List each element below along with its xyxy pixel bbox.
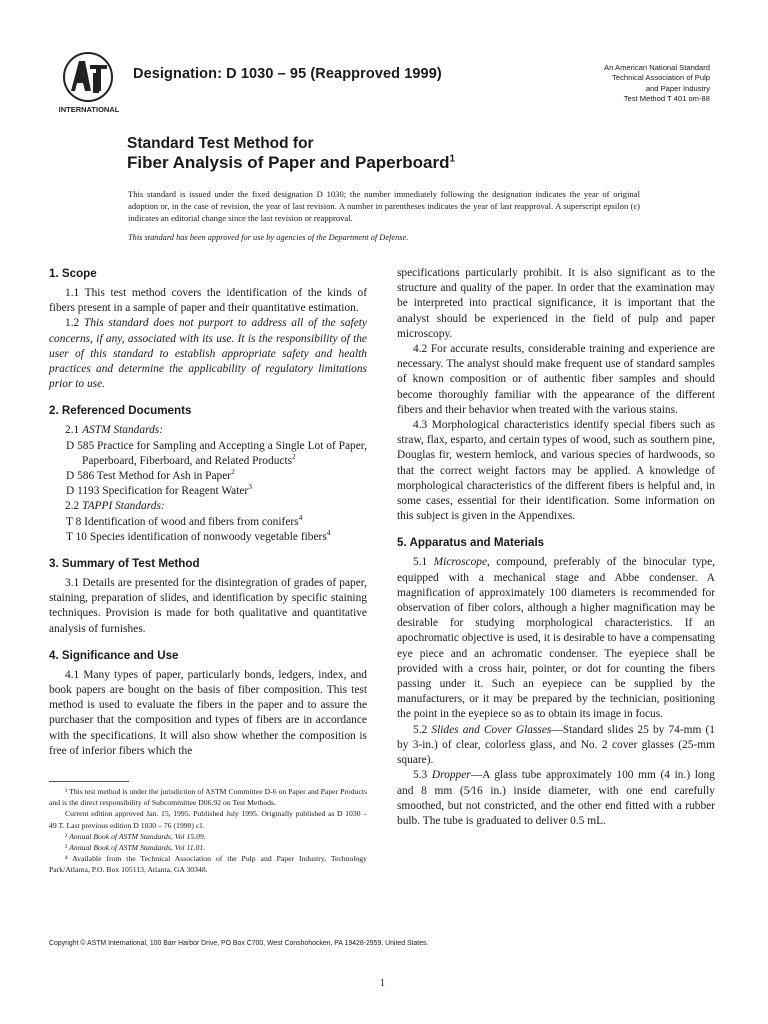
intro-block [128, 188, 640, 224]
section-significance [49, 648, 367, 759]
national-standard-line: and Paper Industry [645, 83, 710, 93]
paragraph-number: 2.2 [65, 500, 80, 513]
paragraph: 3.1 Details are presented for the disintegration of grades of paper, staining, preparation of slides, and identification by specific staining techniques. Provision is made for both qualitative and quantitative analysis of furnishes. [49, 577, 367, 635]
paragraph: 4.1 Many types of paper, particularly bonds, ledgers, index, and book papers are bought on the basis of fiber composition. This test method is used to evaluate the fibers in the paper and to assure the purchaser that the composition and types of fibers are in accordance with the specifications. It will also show whether the composition is free of inferior fibers which the [49, 668, 367, 757]
paragraph-text: , compound, preferably of the binocular type, equipped with a mechanical stage and Abbe condenser. A magnification of approximately 100 diameters is recommended for observation of fiber colors, although a higher magnification may be desirable for studying morphological characteristics. If an apochromatic objective is used, it is desirable to have a compensating eye piece and an achromatic condenser. The eyepiece shall be provided with a cross hair, pointer, or dot for counting the fibers passing under it. Such an eyepiece can be supplied by the manufacturers, or it may be prepared by the technician, positioning the point in the eyepiece so as to obtain its image in focus. [397, 556, 715, 721]
paragraph-text: —Standard slides 25 by 74-mm (1 by 3-in.) of clear, colorless glass, and No. 2 cover glasses (25-mm square). [397, 723, 715, 767]
paragraph: 4.2 For accurate results, considerable training and experience are necessary. The analyst should make frequent use of standard samples of known composition or of authentic fiber samples and should become thoroughly familiar with the appearance of the different fibers and their behavior when treated with the various stains. [397, 343, 715, 416]
left-column [49, 266, 367, 770]
designation: Designation: D 1030 – 95 (Reapproved 1999) [133, 66, 442, 82]
reference-text: D 586 Test Method for Ash in Paper [66, 470, 232, 483]
subsection-title: TAPPI Standards: [82, 500, 165, 513]
paragraph-number: 5.1 [413, 556, 428, 569]
reference-item [66, 439, 367, 469]
paragraph [397, 723, 715, 769]
footnote: ¹ This test method is under the jurisdiction of ASTM Committee D-6 on Paper and Paper Products and is the direct responsibility of Subcommittee D06.92 on Test Methods. [49, 787, 367, 808]
paragraph-text: This standard does not purport to address all of the safety concerns, if any, associated with its use. It is the responsibility of the user of this standard to establish appropriate safety and health practices and determine the applicability of regulatory limitations prior to use. [49, 317, 367, 391]
reference-text: T 10 Species identification of nonwoody vegetable fibers [66, 530, 327, 543]
footnote-text: Annual Book of ASTM Standards, Vol 11.01. [69, 843, 206, 853]
national-standard-line: Technical Association of Pulp [612, 73, 710, 83]
document-title [127, 134, 455, 173]
reference-item [66, 512, 367, 530]
footnote-mark: ² [65, 831, 68, 841]
footnote-mark: 4 [298, 512, 303, 522]
paragraph-number: 5.3 [413, 769, 428, 782]
section-scope [49, 266, 367, 392]
dod-approval-note: This standard has been approved for use by agencies of the Department of Defense. [128, 233, 409, 242]
footnote [49, 831, 367, 842]
section-heading: 5. Apparatus and Materials [397, 536, 545, 550]
footnote: Current edition approved Jan. 15, 1995. Published July 1995. Originally published as D 1030 – 49 T. Last previous edition D 1030 – 76 (1990) ε1. [49, 809, 367, 830]
paragraph-term: Dropper [431, 769, 471, 782]
footnote-mark: 2 [231, 467, 235, 477]
paragraph: 1.1 This test method covers the identification of the kinds of fibers present in a sample of paper and their quantitative estimation. [49, 287, 367, 315]
subsection-title: ASTM Standards: [82, 424, 164, 437]
reference-text: D 1193 Specification for Reagent Water [66, 485, 249, 498]
footnote-mark: 3 [248, 482, 252, 492]
paragraph [397, 768, 715, 829]
footnote-mark: 2 [292, 452, 296, 462]
paragraph-number: 5.2 [413, 723, 428, 736]
national-standard-line: An American National Standard [604, 63, 710, 72]
paragraph-number: 1.2 [65, 317, 80, 330]
subsection-label [49, 499, 367, 514]
reference-text: T 8 Identification of wood and fibers from conifers [66, 515, 299, 528]
footnotes [49, 786, 367, 876]
section-heading: 4. Significance and Use [49, 648, 179, 662]
footnote-rule [49, 781, 129, 782]
paragraph [49, 316, 367, 392]
section-significance-continued [397, 266, 715, 524]
reference-list [49, 439, 367, 500]
reference-text: D 585 Practice for Sampling and Accepting a Single Lot of Paper, Paperboard, Fiberboard, and Related Products [66, 439, 367, 467]
national-standard-block [604, 63, 710, 104]
footnote-text: Annual Book of ASTM Standards, Vol 15.09. [69, 831, 206, 841]
reference-list [49, 512, 367, 545]
reference-item [66, 469, 367, 484]
title-line-2 [127, 153, 455, 173]
section-referenced-documents [49, 403, 367, 545]
title-text: Fiber Analysis of Paper and Paperboard [127, 153, 450, 172]
paragraph: 4.3 Morphological characteristics identify special fibers such as straw, flax, esparto, and certain types of wood, such as southern pine, Douglas fir, western hemlock, and various species of hardwoods, so that the correct weight factors may be applied. A knowledge of morphological characteristics of the different fibers is helpful and, in some cases, essential for their identification. Some information on this subject is given in the Appendixes. [397, 419, 715, 523]
astm-logo [57, 49, 123, 117]
page-number: 1 [380, 978, 385, 989]
section-summary [49, 556, 367, 637]
footnote-mark: ³ [65, 843, 68, 853]
paragraph-text: —A glass tube approximately 100 mm (4 in.) long and 8 mm (5⁄16 in.) inside diameter, with one end carefully smoothed, but not constricted, and the other end fitted with a rubber bulb. The tube is graduated to deliver 0.5 mL. [397, 769, 715, 827]
national-standard-line: Test Method T 401 om-88 [623, 93, 710, 103]
footnote-mark: 4 [326, 528, 331, 538]
paragraph [397, 555, 715, 722]
subsection-label [49, 423, 367, 438]
paragraph: specifications particularly prohibit. It is also significant as to the structure and quality of the paper. In order that the examination may be interpreted into practical significance, it is important that the analyst should be experienced in the field of pulp and paper microscopy. [397, 267, 715, 340]
copyright-notice: Copyright © ASTM International, 100 Barr Harbor Drive, PO Box C700, West Conshohocken, PA 19428-2959, United States. [49, 940, 429, 947]
title-footnote-mark: 1 [449, 153, 456, 165]
paragraph-number: 2.1 [65, 424, 80, 437]
title-line-1: Standard Test Method for [127, 135, 314, 152]
paragraph-term: Slides and Cover Glasses [431, 723, 552, 736]
section-apparatus [397, 535, 715, 829]
right-column [397, 266, 715, 840]
footnote [49, 842, 367, 853]
reference-item [66, 484, 367, 499]
footnote: ⁴ Available from the Technical Association of the Pulp and Paper Industry, Technology Park/Atlanta, P.O. Box 105113, Atlanta, GA 30348. [49, 854, 367, 875]
logo-text: INTERNATIONAL [58, 105, 120, 114]
section-heading: 1. Scope [49, 267, 97, 280]
intro-paragraph: This standard is issued under the fixed designation D 1030; the number immediately following the designation indicates the year of original adoption or, in the case of revision, the year of last revision. A number in parentheses indicates the year of last reapproval. A superscript epsilon (ε) indicates an editorial change since the last revision or reapproval. [128, 189, 640, 224]
reference-item [66, 530, 367, 545]
section-heading: 3. Summary of Test Method [49, 557, 200, 571]
section-heading: 2. Referenced Documents [49, 404, 192, 418]
paragraph-term: Microscope [433, 556, 488, 569]
